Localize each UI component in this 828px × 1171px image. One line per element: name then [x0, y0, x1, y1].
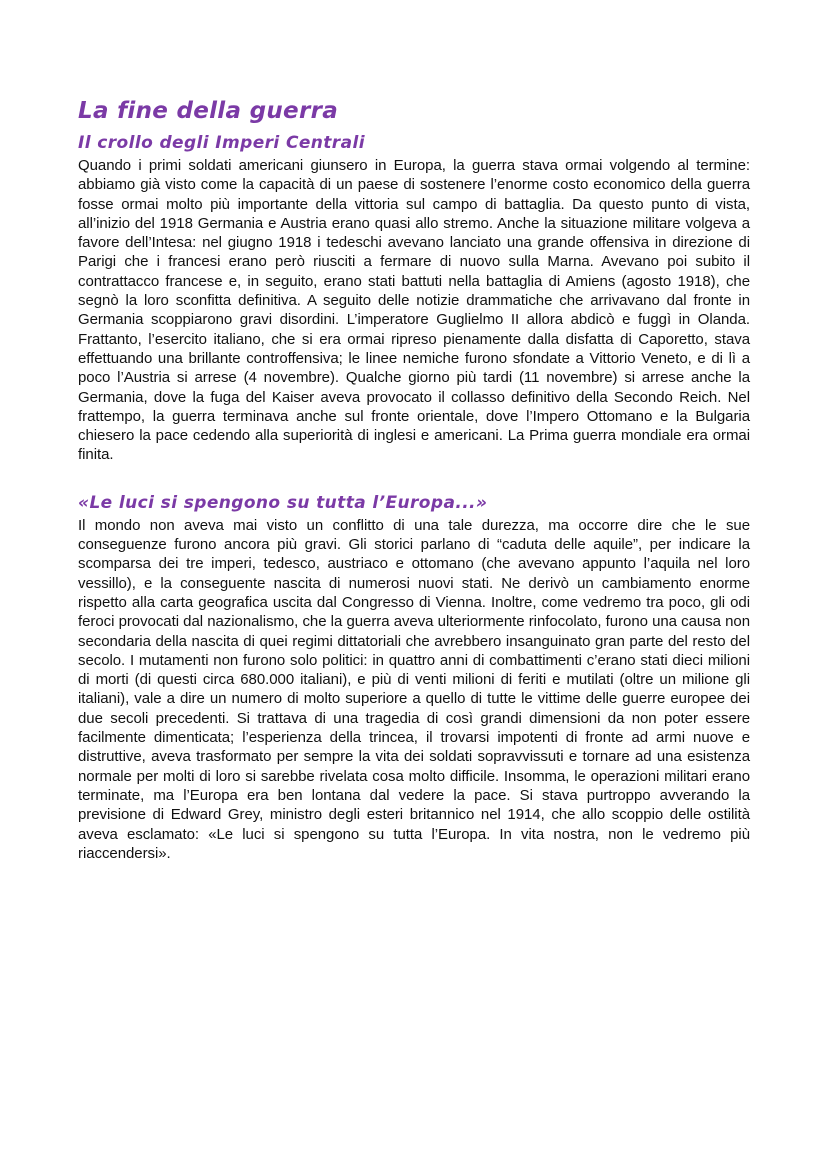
section-heading: «Le luci si spengono su tutta l’Europa...» [78, 492, 488, 513]
section-collapse-of-central-empires [78, 132, 750, 465]
section-lights-going-out [78, 492, 750, 863]
section-paragraph: Quando i primi soldati americani giunsero in Europa, la guerra stava ormai volgendo al termine: abbiamo già visto come la capacità di un paese di sostenere l’enorme costo economico della guerra fosse ormai molto più importante della vittoria sul campo di battaglia. Da questo punto di vista, all’inizio del 1918 Germania e Austria erano quasi allo stremo. Anche la situazione militare volgeva a favore dell’Intesa: nel giugno 1918 i tedeschi avevano lanciato una grande offensiva in direzione di Parigi che i francesi erano però riusciti a fermare di nuovo sulla Marna. Avevano poi subito il contrattacco francese e, in seguito, erano stati battuti nella battaglia di Amiens (agosto 1918), che segnò la loro sconfitta definitiva. A seguito delle notizie drammatiche che arrivavano dal fronte in Germania scoppiarono gravi disordini. L’imperatore Guglielmo II allora abdicò e fuggì in Olanda. Frattanto, l’esercito italiano, che si era ormai ripreso pienamente dalla disfatta di Caporetto, stava effettuando una brillante controffensiva; le linee nemiche furono sfondate a Vittorio Veneto, e di lì a poco l’Austria si arrese (4 novembre). Qualche giorno più tardi (11 novembre) si arrese anche la Germania, dove la fuga del Kaiser aveva provocato il collasso definitivo della Secondo Reich. Nel frattempo, la guerra terminava anche sul fronte orientale, dove l’Impero Ottomano e la Bulgaria chiesero la pace cedendo alla superiorità di inglesi e americani. La Prima guerra mondiale era ormai finita. [78, 157, 750, 464]
document-page [78, 96, 750, 863]
document-title: La fine della guerra [78, 98, 339, 124]
section-paragraph: Il mondo non aveva mai visto un conflitto di una tale durezza, ma occorre dire che le sue conseguenze furono ancora più gravi. Gli storici parlano di “caduta delle aquile”, per indicare la scomparsa dei tre imperi, tedesco, austriaco e ottomano (che avevano appunto l’aquila nel loro vessillo), e la conseguente nascita di numerosi nuovi stati. Ne derivò un cambiamento enorme rispetto alla carta geografica uscita dal Congresso di Vienna. Inoltre, come vedremo tra poco, gli odi feroci provocati dal nazionalismo, che la guerra aveva ulteriormente rinfocolato, furono una causa non secondaria della nascita di quei regimi dittatoriali che avrebbero insanguinato gran parte del resto del secolo. I mutamenti non furono solo politici: in quattro anni di combattimenti c’erano stati dieci milioni di morti (di questi circa 680.000 italiani), e più di venti milioni di feriti e mutilati (oltre un milione gli italiani), vale a dire un numero di molto superiore a quello di tutte le vittime delle guerre europee dei due secoli precedenti. Si trattava di una tragedia di così grandi dimensioni da non poter essere facilmente dimenticata; l’esperienza della trincea, il trovarsi impotenti di fronte ad armi nuove e distruttive, aveva trasformato per sempre la vita dei soldati sopravvissuti e tornare ad una esistenza normale per molti di loro si sarebbe rivelata cosa molto difficile. Insomma, le operazioni militari erano terminate, ma l’Europa era ben lontana dal vedere la pace. Si stava purtroppo avverando la previsione di Edward Grey, ministro degli esteri britannico nel 1914, che allo scoppio delle ostilità aveva esclamato: «Le luci si spengono su tutta l’Europa. In vita nostra, non le vedremo più riaccendersi». [78, 516, 750, 862]
section-heading: Il crollo degli Imperi Centrali [78, 133, 365, 153]
